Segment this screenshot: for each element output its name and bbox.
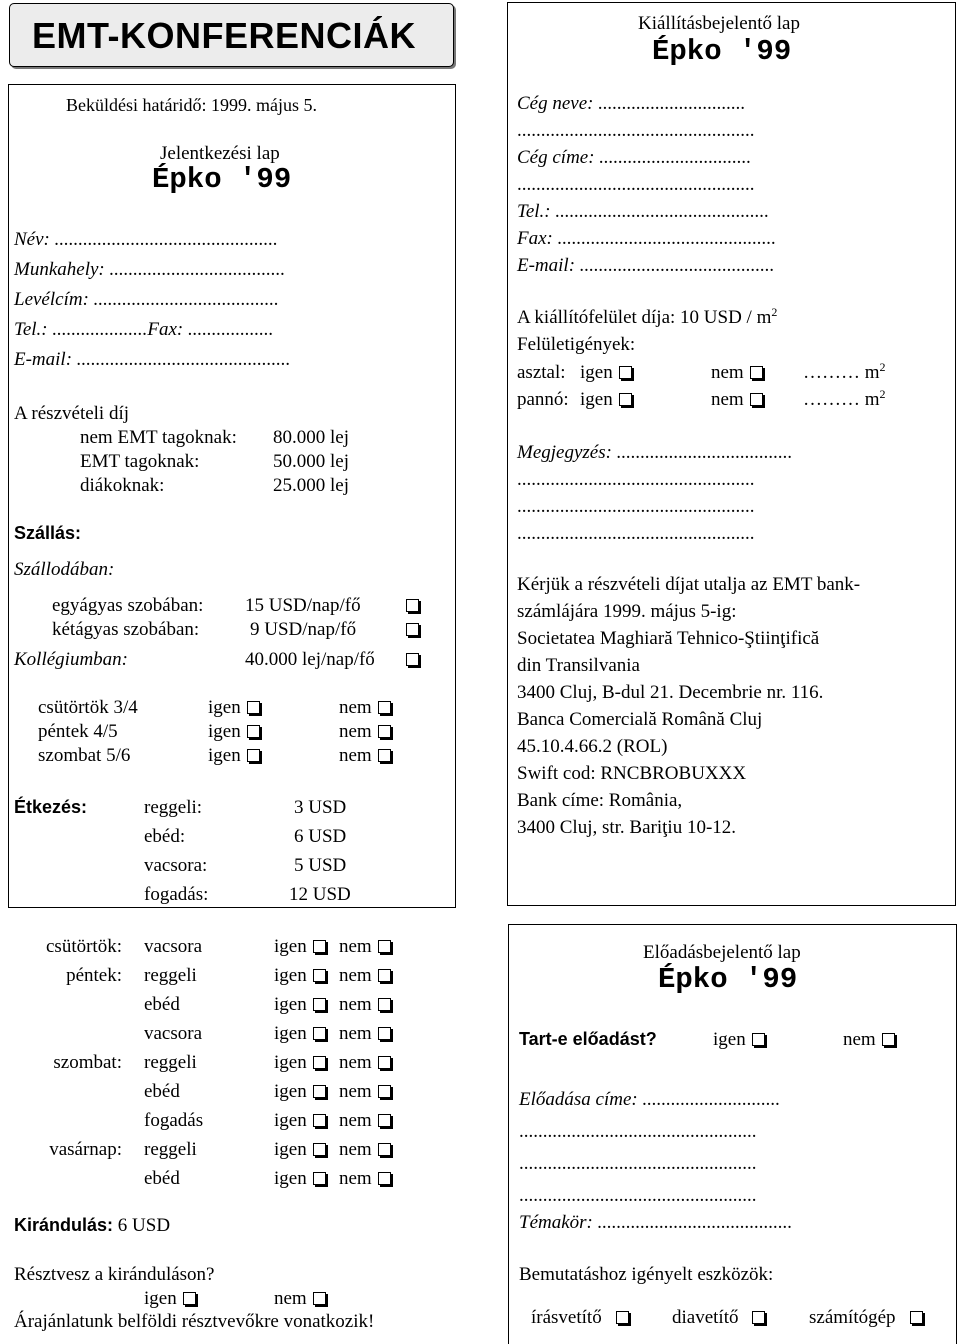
excursion-yes-option[interactable] (144, 1289, 196, 1308)
meal-price: 12 USD (289, 884, 351, 905)
panel-label: pannó: (517, 389, 569, 410)
yes-label: igen (208, 697, 241, 718)
talk-question: Tart-e előadást? (519, 1029, 657, 1049)
checkbox-icon (750, 393, 763, 406)
tool-slide-projector-option[interactable] (672, 1308, 765, 1327)
yes-label: igen (274, 1110, 307, 1131)
exhibit-email-field[interactable]: E-mail: ......................................... (517, 255, 775, 276)
excursion-label: Kirándulás: (14, 1215, 114, 1235)
meal-name: reggeli (144, 1139, 197, 1160)
superscript: 2 (771, 305, 778, 319)
checkbox-icon (378, 940, 391, 953)
no-label: nem (339, 721, 372, 742)
night-no-option[interactable] (339, 698, 391, 717)
bank-line: din Transilvania (517, 655, 640, 676)
name-field[interactable]: Név: ............................................... (14, 229, 278, 250)
checkbox-icon (378, 1143, 391, 1156)
talk-title-line[interactable]: .................................................. (519, 1121, 757, 1142)
checkbox-icon (378, 969, 391, 982)
bank-line: Bank címe: România, (517, 790, 683, 811)
checkbox-icon (378, 1056, 391, 1069)
meal-no-option[interactable] (339, 1169, 391, 1188)
meal-day-label: péntek: (66, 965, 122, 986)
meal-label: vacsora: (144, 855, 208, 876)
superscript: 2 (879, 360, 886, 374)
checkbox-icon (313, 1027, 326, 1040)
dorm-label: Kollégiumban: (14, 649, 128, 670)
night-label: péntek 4/5 (38, 721, 118, 742)
area-dots: ……… m (803, 389, 880, 410)
panel-area-field[interactable] (803, 387, 886, 410)
meal-yes-option[interactable] (274, 1082, 326, 1101)
checkbox-icon (247, 701, 260, 714)
checkbox-icon (313, 940, 326, 953)
yes-label: igen (274, 1023, 307, 1044)
checkbox-icon (619, 393, 632, 406)
page-title: EMT-KONFERENCIÁK (32, 15, 416, 56)
meal-name: reggeli (144, 1052, 197, 1073)
lodging-title: Szállás: (14, 523, 82, 543)
checkbox-icon (406, 599, 419, 612)
no-label: nem (339, 1110, 372, 1131)
yes-label: igen (274, 1168, 307, 1189)
meal-name: vacsora (144, 1023, 203, 1044)
night-yes-option[interactable] (208, 746, 260, 765)
meal-price: 5 USD (294, 855, 347, 876)
bank-line: Banca Comercială Română Cluj (517, 709, 763, 730)
superscript: 2 (879, 387, 886, 401)
talk-title-line[interactable]: .................................................. (519, 1153, 757, 1174)
night-label: csütörtök 3/4 (38, 697, 138, 718)
bank-line: 45.10.4.66.2 (ROL) (517, 736, 668, 757)
tool-label: számítógép (809, 1307, 896, 1328)
checkbox-icon (750, 366, 763, 379)
table-label: asztal: (517, 362, 566, 383)
no-label: nem (711, 389, 744, 410)
meal-label: fogadás: (144, 884, 209, 905)
area-dots: ……… m (803, 362, 880, 383)
excursion-question: Résztvesz a kiránduláson? (14, 1264, 215, 1285)
workplace-field[interactable]: Munkahely: ..................................... (14, 259, 286, 280)
email-field[interactable]: E-mail: ............................................. (14, 349, 291, 370)
checkbox-icon (378, 1027, 391, 1040)
talk-yes-option[interactable] (713, 1030, 765, 1049)
registration-box (8, 84, 456, 908)
no-label: nem (339, 1023, 372, 1044)
meal-label: ebéd: (144, 826, 186, 847)
night-label: szombat 5/6 (38, 745, 131, 766)
yes-label: igen (580, 389, 613, 410)
meal-name: reggeli (144, 965, 197, 986)
checkbox-icon (406, 653, 419, 666)
tel-fax-field[interactable]: Tel.: ....................Fax: .................. (14, 319, 274, 340)
tool-label: diavetítő (672, 1307, 739, 1328)
note-line[interactable]: .................................................. (517, 523, 755, 544)
company-address-cont[interactable]: .................................................. (517, 174, 755, 195)
hotel-label: Szállodában: (14, 559, 115, 580)
meal-no-option[interactable] (339, 1140, 391, 1159)
checkbox-icon (752, 1311, 765, 1324)
checkbox-icon (378, 1114, 391, 1127)
note-line[interactable]: .................................................. (517, 496, 755, 517)
checkbox-icon (406, 623, 419, 636)
checkbox-icon (313, 969, 326, 982)
double-room-price: 9 USD/nap/fő (250, 619, 357, 640)
meal-name: ebéd (144, 1081, 180, 1102)
single-room-checkbox[interactable] (400, 596, 419, 615)
checkbox-icon (378, 725, 391, 738)
no-label: nem (339, 697, 372, 718)
exhibit-form-title: Kiállításbejelentő lap (638, 13, 800, 34)
meal-no-option[interactable] (339, 1053, 391, 1072)
registration-form-title: Jelentkezési lap (160, 143, 280, 164)
no-label: nem (339, 1081, 372, 1102)
panel-no-option[interactable] (711, 390, 763, 409)
meal-no-option[interactable] (339, 1082, 391, 1101)
table-area-field[interactable] (803, 360, 886, 383)
meal-day-label: vasárnap: (49, 1139, 122, 1160)
checkbox-icon (619, 366, 632, 379)
meal-yes-option[interactable] (274, 1140, 326, 1159)
note-line[interactable]: .................................................. (517, 469, 755, 490)
meal-day-label: szombat: (53, 1052, 122, 1073)
no-label: nem (339, 1052, 372, 1073)
checkbox-icon (910, 1311, 923, 1324)
bank-line: Swift cod: RNCBROBUXXX (517, 763, 747, 784)
yes-label: igen (713, 1029, 746, 1050)
bank-line: 3400 Cluj, str. Bariţiu 10-12. (517, 817, 737, 838)
dorm-checkbox[interactable] (400, 650, 419, 669)
talk-event-name: Épko '99 (658, 963, 798, 996)
checkbox-icon (313, 1114, 326, 1127)
topic-field[interactable]: Témakör: ......................................... (519, 1212, 793, 1233)
meal-no-option[interactable] (339, 1024, 391, 1043)
double-room-checkbox[interactable] (400, 620, 419, 639)
single-room-label: egyágyas szobában: (52, 595, 204, 616)
exhibit-fee (517, 305, 778, 328)
no-label: nem (843, 1029, 876, 1050)
deadline: Beküldési határidő: 1999. május 5. (66, 95, 317, 115)
excursion-price: 6 USD (117, 1215, 171, 1236)
excursion-row (14, 1216, 170, 1235)
price-note: Árajánlatunk belföldi résztvevőkre vonatkozik! (14, 1311, 375, 1332)
no-label: nem (339, 994, 372, 1015)
panel-yes-option[interactable] (580, 390, 632, 409)
company-address-field[interactable]: Cég címe: ................................ (517, 147, 752, 168)
night-yes-option[interactable] (208, 698, 260, 717)
meal-day-label: csütörtök: (46, 936, 122, 957)
checkbox-icon (313, 998, 326, 1011)
checkbox-icon (378, 1172, 391, 1185)
checkbox-icon (313, 1056, 326, 1069)
registration-event-name: Épko '99 (152, 163, 292, 196)
fee-label: diákoknak: (80, 475, 165, 496)
bank-line: Kérjük a részvételi díjat utalja az EMT bank- (517, 574, 861, 595)
talk-form-title: Előadásbejelentő lap (643, 942, 801, 963)
meal-no-option[interactable] (339, 1111, 391, 1130)
exhibit-event-name: Épko '99 (652, 35, 792, 68)
yes-label: igen (208, 745, 241, 766)
checkbox-icon (313, 1292, 326, 1305)
checkbox-icon (313, 1172, 326, 1185)
meal-name: fogadás (144, 1110, 204, 1131)
note-field[interactable]: Megjegyzés: ..................................... (517, 442, 793, 463)
no-label: nem (339, 936, 372, 957)
meal-name: ebéd (144, 1168, 180, 1189)
night-yes-option[interactable] (208, 722, 260, 741)
table-yes-option[interactable] (580, 363, 632, 382)
checkbox-icon (882, 1033, 895, 1046)
tool-computer-option[interactable] (809, 1308, 923, 1327)
talk-no-option[interactable] (843, 1030, 895, 1049)
meal-name: ebéd (144, 994, 180, 1015)
yes-label: igen (208, 721, 241, 742)
fee-title: A részvételi díj (14, 403, 130, 424)
checkbox-icon (616, 1311, 629, 1324)
meal-no-option[interactable] (339, 937, 391, 956)
talk-title-field[interactable]: Előadása címe: ............................. (519, 1089, 781, 1110)
checkbox-icon (378, 749, 391, 762)
fee-label: nem EMT tagoknak: (80, 427, 237, 448)
meal-no-option[interactable] (339, 966, 391, 985)
excursion-no-option[interactable] (274, 1289, 326, 1308)
no-label: nem (339, 1139, 372, 1160)
no-label: nem (711, 362, 744, 383)
talk-title-line[interactable]: .................................................. (519, 1185, 757, 1206)
checkbox-icon (313, 1143, 326, 1156)
meal-yes-option[interactable] (274, 1111, 326, 1130)
tool-projector-option[interactable] (531, 1308, 629, 1327)
checkbox-icon (378, 701, 391, 714)
surface-needs-title: Felületigények: (517, 334, 636, 355)
fee-value: 50.000 lej (273, 451, 349, 472)
meal-label: reggeli: (144, 797, 203, 818)
no-label: nem (339, 965, 372, 986)
table-no-option[interactable] (711, 363, 763, 382)
yes-label: igen (274, 1052, 307, 1073)
double-room-label: kétágyas szobában: (52, 619, 200, 640)
checkbox-icon (378, 998, 391, 1011)
yes-label: igen (580, 362, 613, 383)
address-field[interactable]: Levélcím: ....................................... (14, 289, 279, 310)
no-label: nem (274, 1288, 307, 1309)
bank-line: Societatea Maghiară Tehnico-Ştiinţifică (517, 628, 820, 649)
yes-label: igen (274, 1139, 307, 1160)
yes-label: igen (274, 965, 307, 986)
dorm-price: 40.000 lej/nap/fő (245, 649, 375, 670)
exhibit-fax-field[interactable]: Fax: .............................................. (517, 228, 777, 249)
checkbox-icon (247, 749, 260, 762)
checkbox-icon (752, 1033, 765, 1046)
meal-price: 6 USD (294, 826, 347, 847)
night-no-option[interactable] (339, 722, 391, 741)
fee-value: 80.000 lej (273, 427, 349, 448)
fee-value: 25.000 lej (273, 475, 349, 496)
checkbox-icon (247, 725, 260, 738)
yes-label: igen (144, 1288, 177, 1309)
yes-label: igen (274, 936, 307, 957)
exhibit-tel-field[interactable]: Tel.: ............................................. (517, 201, 770, 222)
meal-yes-option[interactable] (274, 937, 326, 956)
meal-yes-option[interactable] (274, 1053, 326, 1072)
no-label: nem (339, 745, 372, 766)
company-name-field[interactable]: Cég neve: ............................... (517, 93, 746, 114)
night-no-option[interactable] (339, 746, 391, 765)
checkbox-icon (183, 1292, 196, 1305)
bank-line: 3400 Cluj, B-dul 21. Decembrie nr. 116. (517, 682, 824, 703)
bank-line: számlájára 1999. május 5-ig: (517, 601, 737, 622)
checkbox-icon (378, 1085, 391, 1098)
no-label: nem (339, 1168, 372, 1189)
single-room-price: 15 USD/nap/fő (245, 595, 361, 616)
tool-label: írásvetítő (531, 1307, 602, 1328)
company-name-cont[interactable]: .................................................. (517, 120, 755, 141)
meal-name: vacsora (144, 936, 203, 957)
meal-yes-option[interactable] (274, 1024, 326, 1043)
meals-title: Étkezés: (14, 797, 88, 817)
fee-label: EMT tagoknak: (80, 451, 200, 472)
checkbox-icon (313, 1085, 326, 1098)
meal-no-option[interactable] (339, 995, 391, 1014)
meal-yes-option[interactable] (274, 966, 326, 985)
exhibit-fee-text: A kiállítófelület díja: 10 USD / m (517, 307, 772, 328)
tools-title: Bemutatáshoz igényelt eszközök: (519, 1264, 774, 1285)
yes-label: igen (274, 1081, 307, 1102)
meal-yes-option[interactable] (274, 995, 326, 1014)
meal-price: 3 USD (294, 797, 347, 818)
meal-yes-option[interactable] (274, 1169, 326, 1188)
yes-label: igen (274, 994, 307, 1015)
